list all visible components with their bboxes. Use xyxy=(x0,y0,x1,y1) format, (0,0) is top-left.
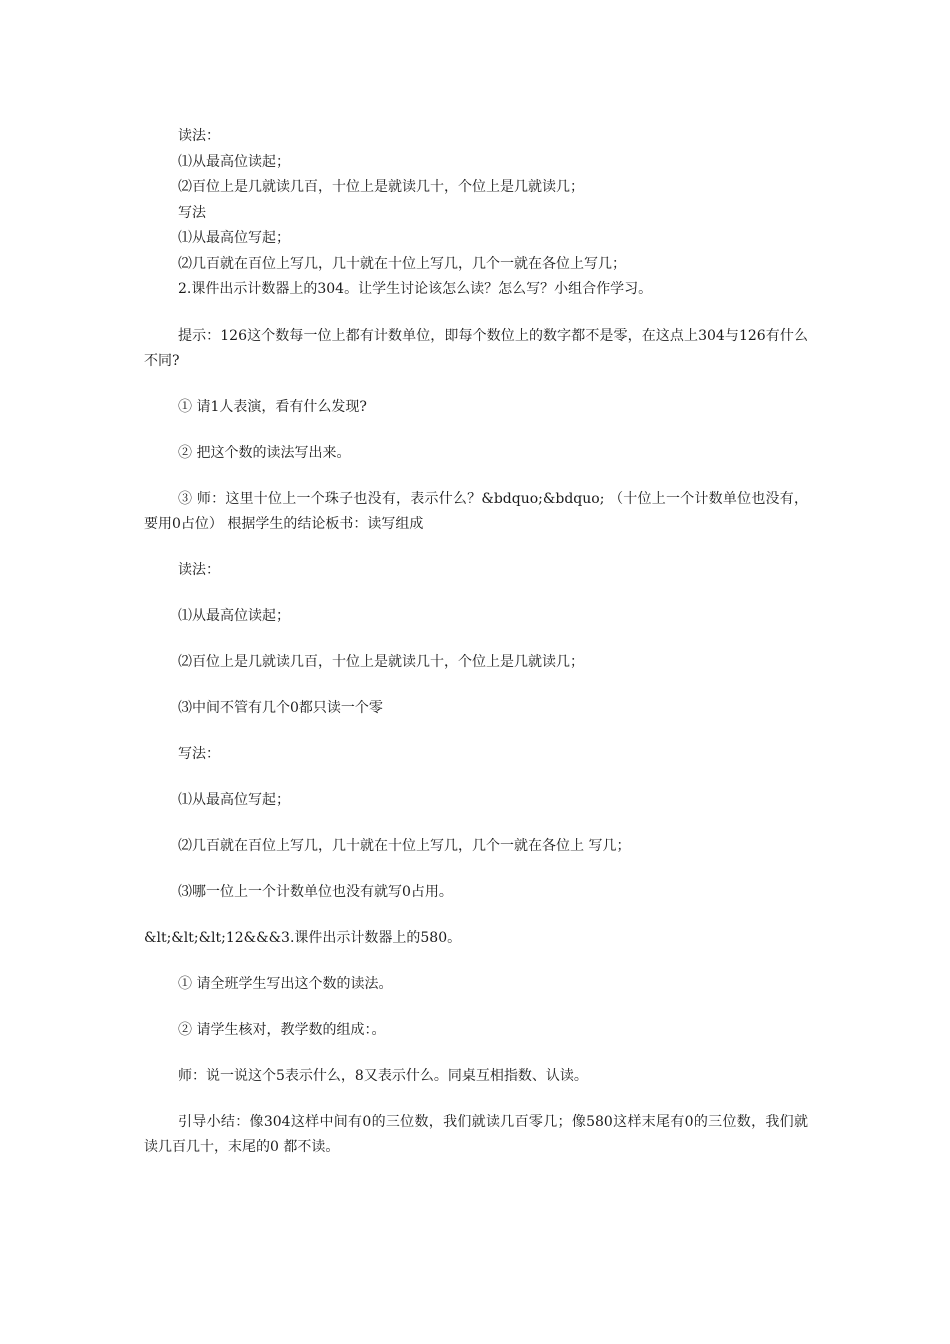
step-3-paragraph: ③ 师：这里十位上一个珠子也没有，表示什么？&bdquo;&bdquo; （十位上一个计数单位也没有，要用0占位） 根据学生的结论板书：读写组成 xyxy=(144,490,808,532)
reading-method-title-2: 读法： xyxy=(178,561,220,578)
reading-rule-1-b: ⑴从最高位读起； xyxy=(178,607,290,624)
reading-rule-2: ⑵百位上是几就读几百，十位上是就读几十，个位上是几就读几； xyxy=(178,179,584,195)
reading-rule-3-b: ⑶中间不管有几个0都只读一个零 xyxy=(178,699,383,716)
writing-rule-1-b: ⑴从最高位写起； xyxy=(178,791,290,808)
item-3-paragraph: &lt;&lt;&lt;12&&&3.课件出示计数器上的580。 xyxy=(144,929,462,946)
writing-method-title: 写法 xyxy=(178,204,206,221)
reading-rule-1: ⑴从最高位读起； xyxy=(178,153,290,170)
writing-method-title-2: 写法： xyxy=(178,745,220,762)
step-1-paragraph: ① 请1人表演，看有什么发现? xyxy=(178,398,367,415)
reading-method-title: 读法： xyxy=(178,128,220,144)
second-section xyxy=(144,324,808,1160)
item-3-step-2: ② 请学生核对，教学数的组成：。 xyxy=(178,1021,386,1038)
writing-rule-2: ⑵几百就在百位上写几，几十就在十位上写几，几个一就在各位上写几； xyxy=(178,255,626,272)
first-section xyxy=(144,124,808,303)
step-2-paragraph: ② 把这个数的读法写出来。 xyxy=(178,444,351,461)
item-2-paragraph: 2.课件出示计数器上的304。让学生讨论该怎么读？怎么写？小组合作学习。 xyxy=(178,281,653,297)
writing-rule-2-b: ⑵几百就在百位上写几，几十就在十位上写几，几个一就在各位上 写几； xyxy=(178,837,631,854)
writing-rule-3-b: ⑶哪一位上一个计数单位也没有就写0占用。 xyxy=(178,883,453,900)
summary-paragraph: 引导小结：像304这样中间有0的三位数，我们就读几百零几；像580这样末尾有0的三位数，我们就读几百几十，末尾的0 都不读。 xyxy=(144,1113,808,1155)
writing-rule-1: ⑴从最高位写起； xyxy=(178,230,290,246)
reading-rule-2-b: ⑵百位上是几就读几百，十位上是就读几十，个位上是几就读几； xyxy=(178,653,584,670)
document-page xyxy=(144,124,808,1181)
hint-paragraph: 提示：126这个数每一位上都有计数单位，即每个数位上的数字都不是零，在这点上304与126有什么不同? xyxy=(144,327,808,369)
item-3-step-1: ① 请全班学生写出这个数的读法。 xyxy=(178,975,393,992)
teacher-paragraph: 师：说一说这个5表示什么，8又表示什么。同桌互相指数、认读。 xyxy=(178,1067,588,1084)
